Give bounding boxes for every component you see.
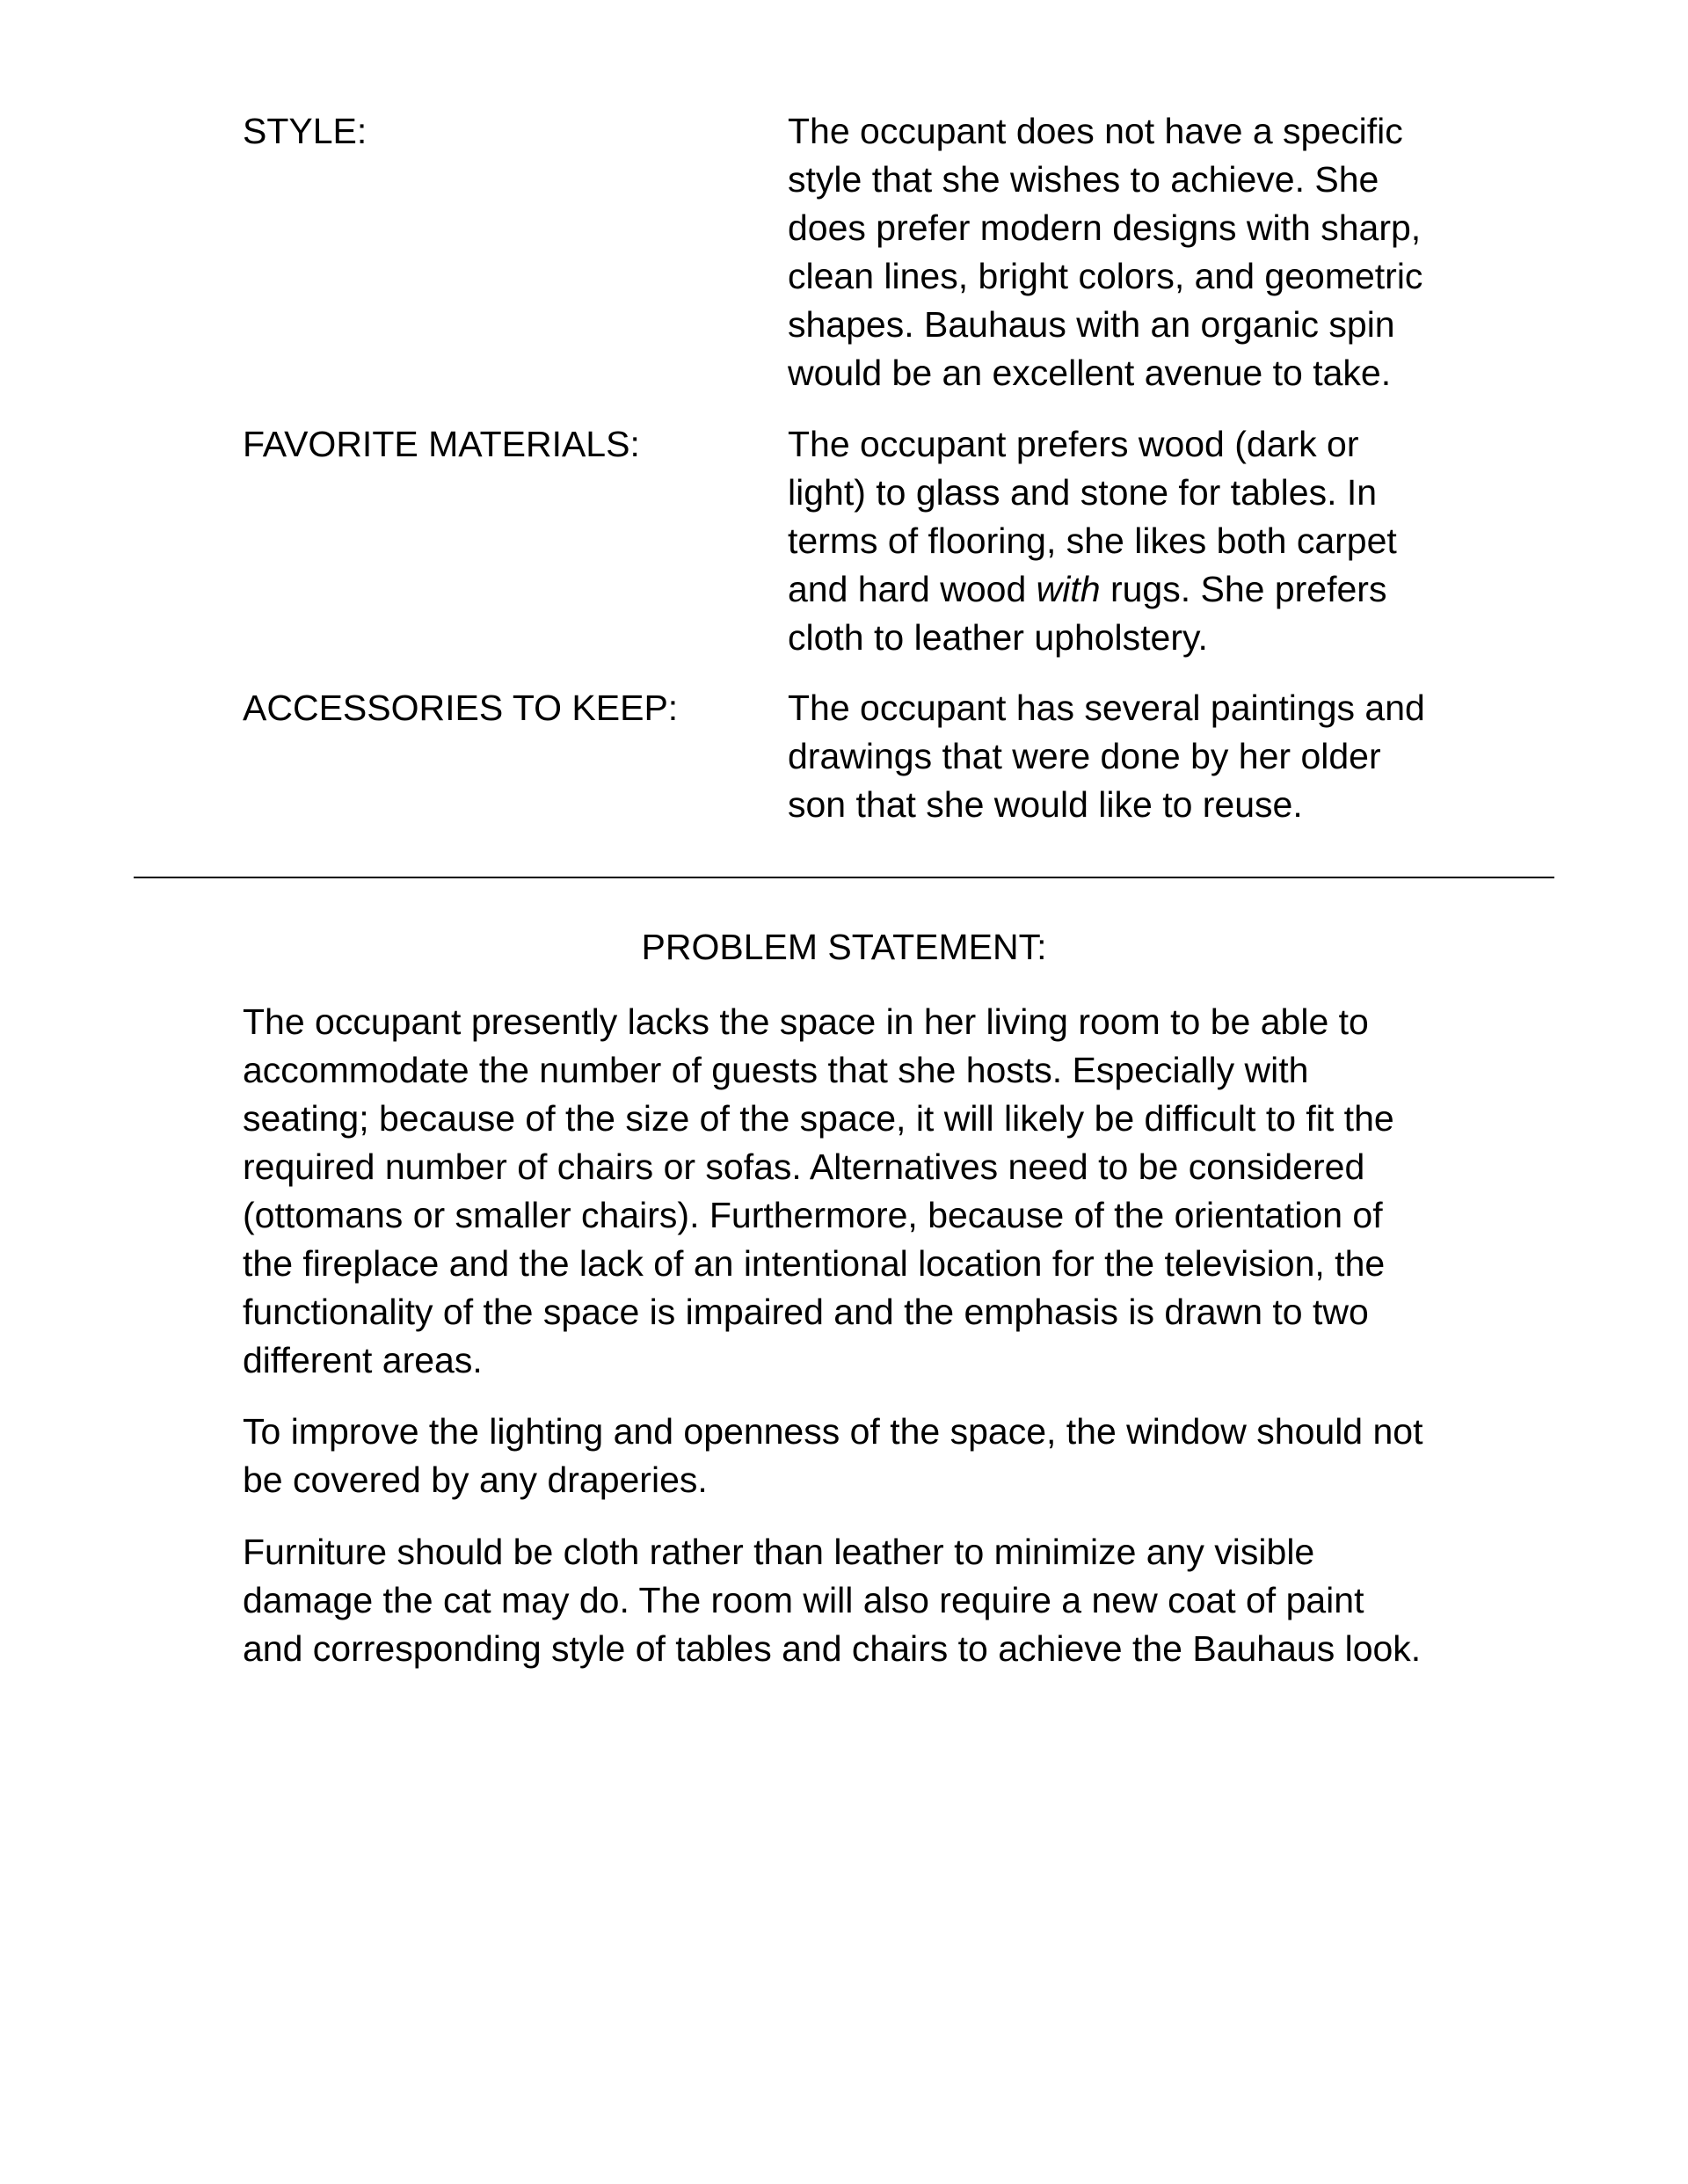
text-line: does prefer modern designs with sharp, [788,207,1422,248]
text-line: drawings that were done by her older [788,736,1381,776]
field-label-favorite-materials: FAVORITE MATERIALS: [243,424,640,464]
text-line: different areas. [243,1340,483,1380]
text-line: The occupant has several paintings and [788,688,1425,728]
text-line: The occupant does not have a specific [788,111,1403,151]
paragraph [243,1528,1561,1673]
text-line: required number of chairs or sofas. Alternatives need to be considered [243,1147,1365,1187]
paragraph [243,998,1561,1385]
text-line: would be an excellent avenue to take. [788,353,1392,393]
text-segment: rugs. She prefers [1100,569,1387,609]
text-line: son that she would like to reuse. [788,784,1303,825]
text-line: cloth to leather upholstery. [788,617,1208,658]
text-line: functionality of the space is impaired and the emphasis is drawn to two [243,1292,1369,1332]
field-label-style: STYLE: [243,111,367,151]
text-line: The occupant prefers wood (dark or [788,424,1359,464]
text-line: The occupant presently lacks the space in her living room to be able to [243,1001,1369,1042]
text-line: the fireplace and the lack of an intentional location for the television, the [243,1243,1386,1284]
section-divider [134,877,1554,878]
text-line: To improve the lighting and openness of the space, the window should not [243,1411,1423,1452]
text-line: style that she wishes to achieve. She [788,159,1379,200]
text-line: terms of flooring, she likes both carpet [788,521,1397,561]
text-line: light) to glass and stone for tables. In [788,472,1378,513]
text-line: (ottomans or smaller chairs). Furthermore, because of the orientation of [243,1195,1383,1235]
text-line [788,565,1456,614]
text-line: shapes. Bauhaus with an organic spin [788,304,1395,345]
text-line: accommodate the number of guests that she hosts. Especially with [243,1050,1309,1090]
field-value-favorite-materials [788,420,1456,662]
text-line: be covered by any draperies. [243,1460,708,1500]
field-label-accessories-to-keep: ACCESSORIES TO KEEP: [243,688,679,728]
emphasis-text: with [1036,569,1101,609]
field-value-style [788,107,1456,397]
text-line: and corresponding style of tables and chairs to achieve the Bauhaus look. [243,1628,1422,1669]
text-segment: and hard wood [788,569,1037,609]
text-line: clean lines, bright colors, and geometric [788,256,1423,296]
text-line: damage the cat may do. The room will also require a new coat of paint [243,1580,1364,1620]
text-line: Furniture should be cloth rather than leather to minimize any visible [243,1532,1315,1572]
paragraph [243,1408,1561,1504]
field-value-accessories-to-keep [788,684,1456,829]
problem-statement-heading: PROBLEM STATEMENT: [641,927,1047,967]
text-line: seating; because of the size of the space, it will likely be difficult to fit the [243,1098,1394,1139]
